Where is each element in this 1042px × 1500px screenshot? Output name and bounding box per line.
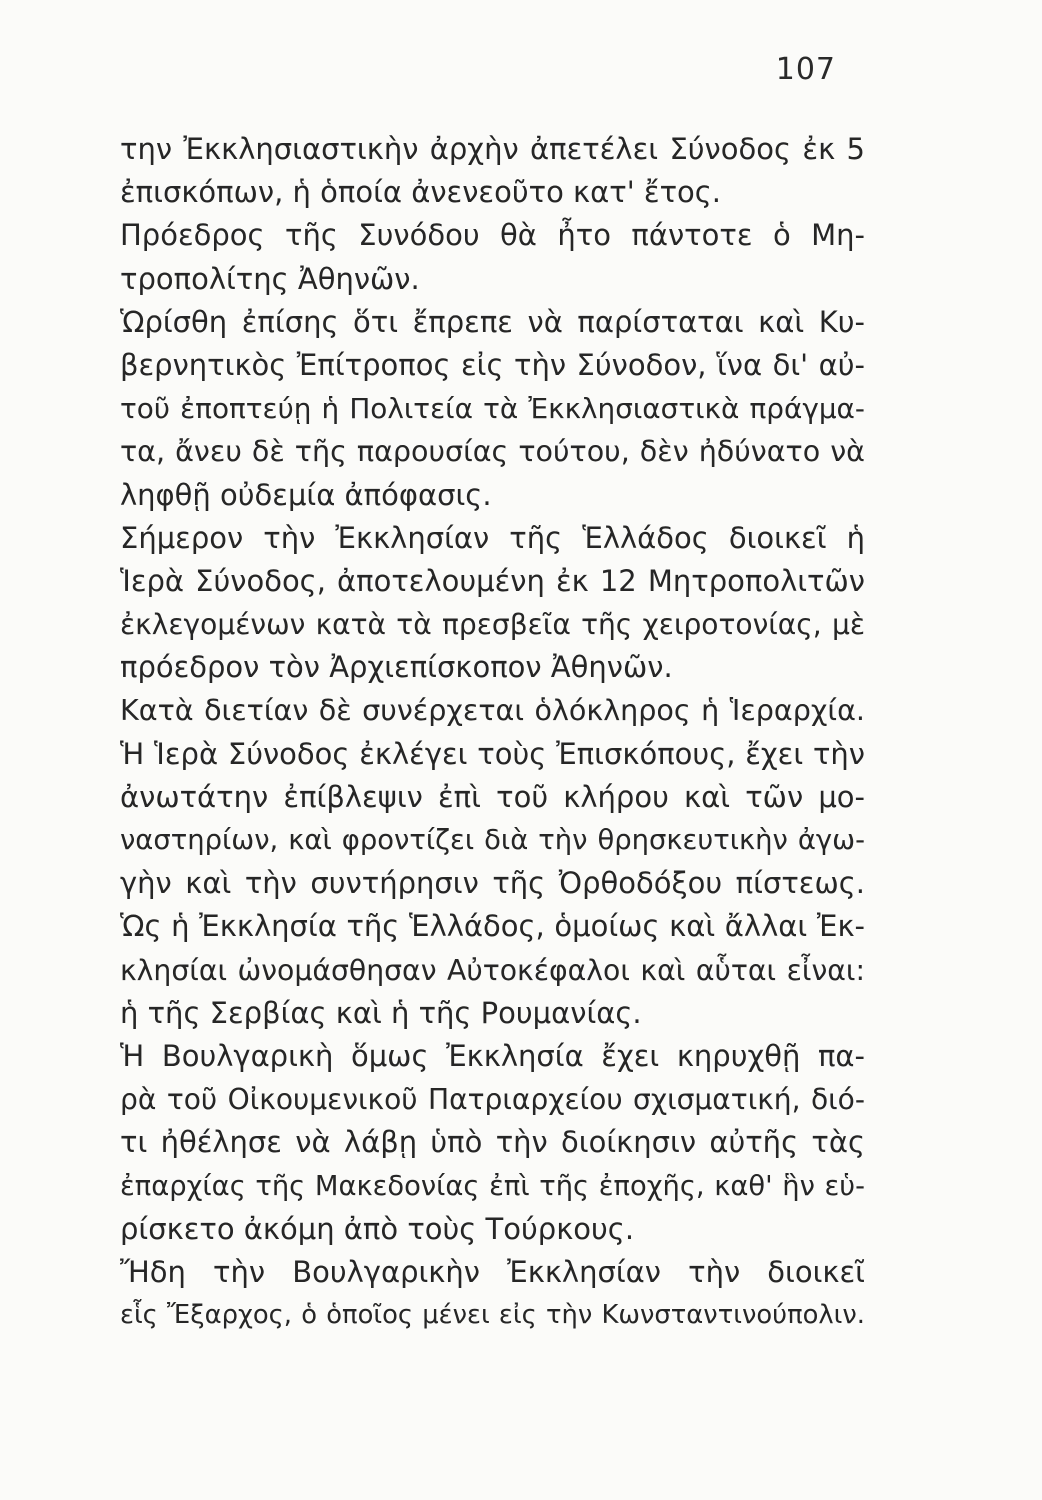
text-line <box>120 1208 870 1251</box>
text-line-content: Ὡς ἡ Ἐκκλησία τῆς Ἑλλάδος, ὁμοίως καὶ ἄλλαι Ἐκ- <box>120 909 865 944</box>
text-line-content: Ἡ Βουλγαρικὴ ὅμως Ἐκκλησία ἔχει κηρυχθῇ πα- <box>120 1038 865 1073</box>
text-line-content: τα, ἄνευ δὲ τῆς παρουσίας τούτου, δὲν ἠδύνατο νὰ <box>120 434 865 469</box>
text-line <box>120 1294 870 1337</box>
text-line <box>120 689 870 732</box>
text-line-content: εἷς Ἔξαρχος, ὁ ὁποῖος μένει εἰς τὴν Κωνσταντινούπολιν. <box>120 1300 865 1331</box>
text-line-content: ρὰ τοῦ Οἰκουμενικοῦ Πατριαρχείου σχισματική, διό- <box>120 1083 865 1117</box>
text-line <box>120 1078 870 1121</box>
text-line-content: γὴν καὶ τὴν συντήρησιν τῆς Ὀρθοδόξου πίστεως. <box>120 866 865 901</box>
text-line-content: Πρόεδρος τῆς Συνόδου θὰ ἦτο πάντοτε ὁ Μη- <box>120 218 865 253</box>
text-line-content: Ἡ Ἱερὰ Σύνοδος ἐκλέγει τοὺς Ἐπισκόπους, ἔχει τὴν <box>120 736 865 771</box>
text-line-content: την Ἐκκλησιαστικὴν ἀρχὴν ἀπετέλει Σύνοδος ἐκ 5 <box>120 132 865 166</box>
text-line <box>120 992 870 1035</box>
text-line-content: τροπολίτης Ἀθηνῶν. <box>120 261 420 296</box>
text-line-content: ληφθῇ οὐδεμία ἀπόφασις. <box>120 477 492 512</box>
text-line-content: βερνητικὸς Ἐπίτροπος εἰς τὴν Σύνοδον, ἵνα δι' αὐ- <box>120 347 865 382</box>
text-line <box>120 1121 870 1164</box>
text-line-content: Ὡρίσθη ἐπίσης ὅτι ἔπρεπε νὰ παρίσταται καὶ Κυ- <box>120 304 865 339</box>
text-line <box>120 603 870 646</box>
text-line <box>120 430 870 473</box>
text-line-content: Σήμερον τὴν Ἐκκλησίαν τῆς Ἑλλάδος διοικεῖ ἡ <box>120 520 865 555</box>
text-line <box>120 387 870 430</box>
text-line-content: ἡ τῆς Σερβίας καὶ ἡ τῆς Ρουμανίας. <box>120 995 642 1030</box>
text-line-content: τι ἠθέλησε νὰ λάβῃ ὑπὸ τὴν διοίκησιν αὐτῆς τὰς <box>120 1125 865 1160</box>
text-line <box>120 949 870 992</box>
body-text <box>120 128 870 1337</box>
text-line <box>120 258 870 301</box>
text-line <box>120 1251 870 1294</box>
text-line <box>120 128 870 171</box>
text-line <box>120 301 870 344</box>
text-line <box>120 1035 870 1078</box>
text-line-content: ἀνωτάτην ἐπίβλεψιν ἐπὶ τοῦ κλήρου καὶ τῶν μο- <box>120 779 865 814</box>
text-line <box>120 560 870 603</box>
text-line-content: Κατὰ διετίαν δὲ συνέρχεται ὁλόκληρος ἡ Ἱεραρχία. <box>120 693 865 728</box>
text-line <box>120 214 870 257</box>
text-line <box>120 905 870 948</box>
text-line <box>120 776 870 819</box>
text-line-content: ρίσκετο ἀκόμη ἀπὸ τοὺς Τούρκους. <box>120 1211 635 1246</box>
text-line-content: ἐπαρχίας τῆς Μακεδονίας ἐπὶ τῆς ἐποχῆς, καθ' ἣν εὑ- <box>120 1170 865 1202</box>
text-line <box>120 733 870 776</box>
page-number: 107 <box>775 52 836 87</box>
text-line <box>120 344 870 387</box>
text-line <box>120 517 870 560</box>
text-line <box>120 474 870 517</box>
text-line-content: ἐπισκόπων, ἡ ὁποία ἀνενεοῦτο κατ' ἔτος. <box>120 175 722 210</box>
text-line <box>120 862 870 905</box>
text-line <box>120 171 870 214</box>
text-line-content: ναστηρίων, καὶ φροντίζει διὰ τὴν θρησκευτικὴν ἀγω- <box>120 825 865 856</box>
text-line <box>120 646 870 689</box>
text-line-content: Ἱερὰ Σύνοδος, ἀποτελουμένη ἐκ 12 Μητροπολιτῶν <box>120 563 865 598</box>
text-line-content: τοῦ ἐποπτεύῃ ἡ Πολιτεία τὰ Ἐκκλησιαστικὰ πράγμα- <box>120 392 865 426</box>
text-line-content: ἐκλεγομένων κατὰ τὰ πρεσβεῖα τῆς χειροτονίας, μὲ <box>120 608 865 642</box>
text-line-content: Ἤδη τὴν Βουλγαρικὴν Ἐκκλησίαν τὴν διοικεῖ <box>120 1254 865 1289</box>
text-line-content: πρόεδρον τὸν Ἀρχιεπίσκοπον Ἀθηνῶν. <box>120 650 673 685</box>
text-line <box>120 1165 870 1208</box>
text-line <box>120 819 870 862</box>
text-line-content: κλησίαι ὠνομάσθησαν Αὐτοκέφαλοι καὶ αὗται εἶναι: <box>120 953 865 987</box>
